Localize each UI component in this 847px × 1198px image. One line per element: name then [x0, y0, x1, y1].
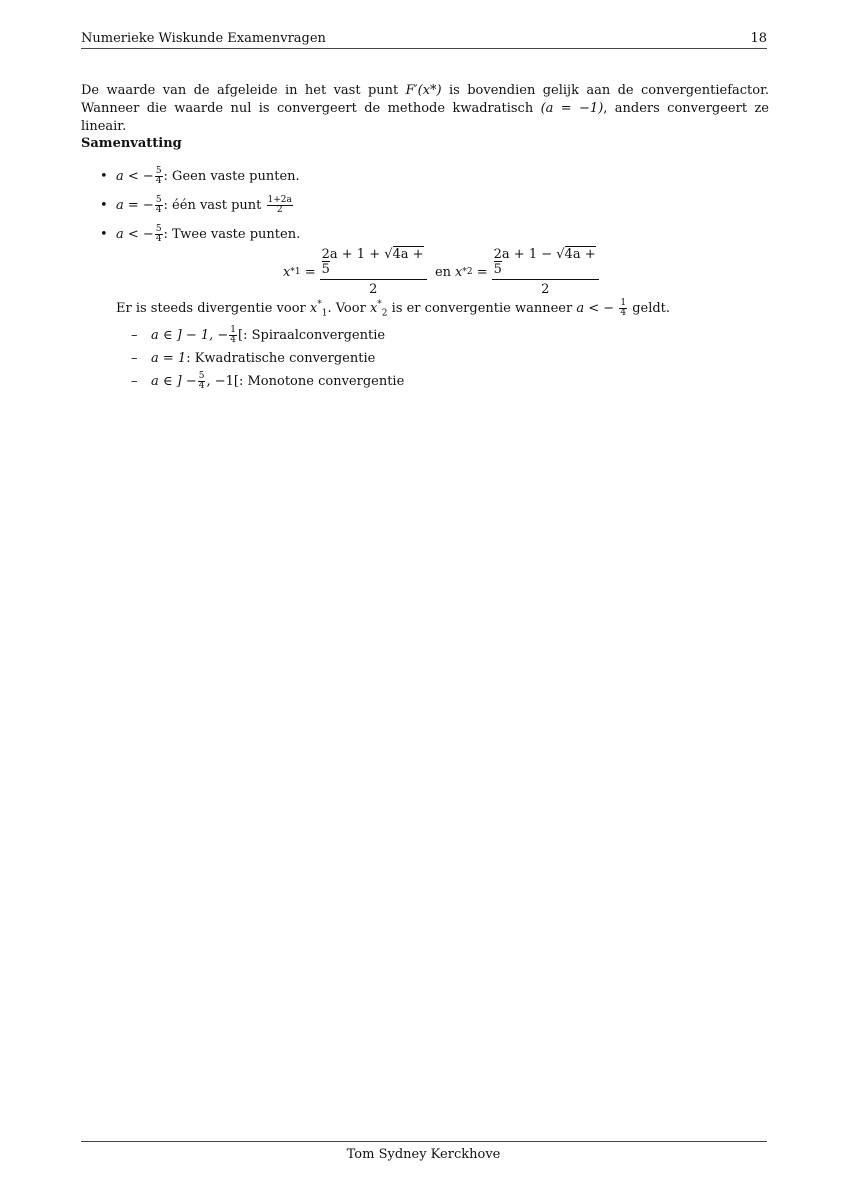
fraction	[155, 196, 163, 215]
x2-subscript: 2	[466, 267, 473, 277]
list-item	[100, 191, 300, 220]
convergence-cases	[131, 324, 404, 393]
page-header	[81, 28, 767, 49]
bullet-text: : Twee vaste punten.	[163, 227, 301, 242]
case-range-end: [	[238, 328, 244, 343]
fixed-point-equation: x * 1 = $\frac{2a + 1 + √4a + 5}{2}$ en x * 2 = $\frac{2a + 1 - √4a + 5}{2}$	[283, 252, 603, 292]
connector-text: en	[434, 264, 452, 280]
summary-list	[100, 162, 300, 249]
x1-numerator-text: 2a + 1 +	[321, 247, 385, 262]
fraction-denominator: 4	[155, 234, 162, 244]
fraction-numerator: 1+2a	[267, 195, 292, 205]
bullet-icon: •	[100, 169, 108, 184]
list-item	[131, 370, 404, 393]
intro-paragraph	[81, 82, 769, 136]
bullet-expression: a < −	[116, 169, 154, 184]
fraction	[155, 225, 163, 244]
dash-icon: –	[131, 351, 138, 366]
x1-symbol: x	[283, 264, 291, 280]
paragraph-text-1: De waarde van de afgeleide in het vast punt	[81, 83, 399, 98]
fraction-numerator: 5	[155, 224, 162, 234]
fraction	[229, 326, 237, 345]
fraction-denominator: 2	[276, 205, 283, 215]
x1-numerator: 2a + 1 + √4a + 5	[320, 247, 427, 280]
dash-icon: –	[131, 328, 138, 343]
x2-sqrt-argument: 4a + 5	[493, 247, 596, 277]
fraction	[267, 196, 293, 215]
x2-denominator: 2	[541, 282, 550, 297]
a-expression: (a = −1)	[540, 101, 604, 116]
x2-numerator-text: 2a + 1 −	[493, 247, 557, 262]
list-item	[100, 162, 300, 191]
fraction	[619, 299, 627, 318]
x2-fraction	[492, 247, 599, 297]
fraction-numerator: 1	[230, 325, 237, 335]
case-label: : Spiraalconvergentie	[243, 328, 386, 343]
list-item	[100, 220, 300, 249]
bullet-icon: •	[100, 227, 108, 242]
fraction	[155, 167, 163, 186]
fraction-denominator: 4	[155, 205, 162, 215]
case-range-end: , −1[	[206, 374, 239, 389]
list-item	[131, 347, 404, 370]
fraction-numerator: 5	[155, 166, 162, 176]
paragraph-text-3: , anders convergeert ze lineair.	[81, 101, 769, 134]
list-item	[131, 324, 404, 347]
fraction	[198, 372, 206, 391]
section-title: Samenvatting	[81, 136, 182, 151]
header-title: Numerieke Wiskunde Examenvragen	[81, 31, 326, 46]
fprime-expression: F′(x*)	[405, 83, 442, 98]
paragraph-text-2: is bovendien gelijk aan de convergentiefactor. Wanneer die waarde nul is convergeert de methode kwadratisch	[81, 83, 769, 116]
x1-denominator: 2	[369, 282, 378, 297]
case-range: a ∈ ] − 1, −	[151, 328, 229, 343]
x2-symbol: x	[455, 264, 463, 280]
case-range: a = 1	[151, 351, 187, 366]
bullet-text: : één vast punt	[163, 198, 262, 213]
divergence-text-2: . Voor	[327, 301, 366, 316]
fraction-denominator: 4	[230, 335, 237, 345]
bullet-expression: a = −	[116, 198, 154, 213]
x2-numerator: 2a + 1 − √4a + 5	[492, 247, 599, 280]
fraction-numerator: 5	[198, 371, 205, 381]
dash-icon: –	[131, 374, 138, 389]
fraction-denominator: 4	[620, 308, 627, 318]
fraction-numerator: 5	[155, 195, 162, 205]
case-label: : Monotone convergentie	[238, 374, 405, 389]
fraction-numerator: 1	[620, 298, 627, 308]
divergence-text-4: geldt.	[632, 301, 671, 316]
divergence-text-3: is er convergentie wanneer	[391, 301, 573, 316]
bullet-text: : Geen vaste punten.	[163, 169, 300, 184]
divergence-sentence: Er is steeds divergentie voor $x^*_1$. Voor $x^*_2$ is er convergentie wanneer a < − $\frac{1}{4}$ geldt.	[116, 298, 671, 319]
case-label: : Kwadratische convergentie	[186, 351, 376, 366]
x1-sqrt-argument: 4a + 5	[321, 247, 424, 277]
x1-subscript: 1	[294, 267, 301, 277]
fraction-denominator: 4	[198, 381, 205, 391]
fraction-denominator: 4	[155, 176, 162, 186]
case-range: a ∈ ] −	[151, 374, 197, 389]
bullet-icon: •	[100, 198, 108, 213]
page-number: 18	[750, 31, 767, 46]
x1-fraction	[320, 247, 427, 297]
divergence-text-1: Er is steeds divergentie voor	[116, 301, 306, 316]
bullet-expression: a < −	[116, 227, 154, 242]
divergence-condition: a < −	[576, 301, 615, 316]
footer-author: Tom Sydney Kerckhove	[346, 1147, 501, 1162]
footer-divider	[81, 1141, 767, 1142]
